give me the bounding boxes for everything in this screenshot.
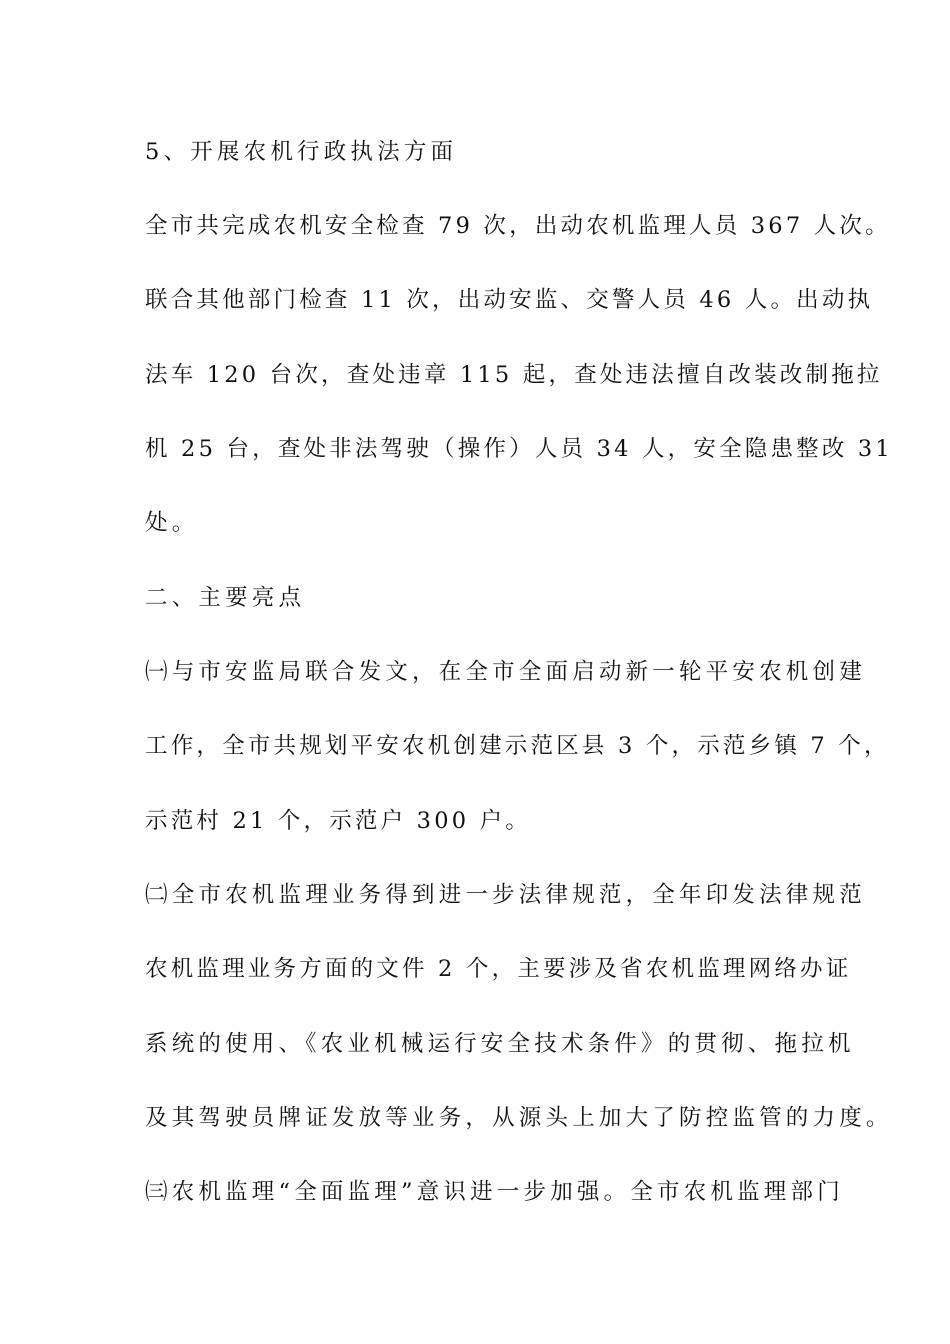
paragraph-line: 处。 <box>145 510 199 536</box>
paragraph-line: ㈢农机监理“全面监理”意识进一步加强。全市农机监理部门 <box>145 1179 844 1205</box>
paragraph-line: ㈠与市安监局联合发文，在全市全面启动新一轮平安农机创建 <box>145 659 866 685</box>
paragraph-line: 及其驾驶员牌证发放等业务，从源头上加大了防控监管的力度。 <box>145 1105 893 1131</box>
paragraph-line: 系统的使用、《农业机械运行安全技术条件》的贯彻、拖拉机 <box>145 1031 855 1057</box>
paragraph-line: 工作，全市共规划平安农机创建示范区县 3 个，示范乡镇 7 个， <box>145 733 890 759</box>
paragraph-line: 农机监理业务方面的文件 2 个，主要涉及省农机监理网络办证 <box>145 956 852 982</box>
section-heading: 二、主要亮点 <box>145 585 306 611</box>
paragraph-line: 联合其他部门检查 11 次，出动安监、交警人员 46 人。出动执 <box>145 287 874 313</box>
paragraph-line: ㈡全市农机监理业务得到进一步法律规范，全年印发法律规范 <box>145 882 866 908</box>
paragraph-line: 示范村 21 个，示范户 300 户。 <box>145 808 531 834</box>
paragraph-line: 全市共完成农机安全检查 79 次，出动农机监理人员 367 人次。 <box>145 213 891 239</box>
paragraph-line: 机 25 台，查处非法驾驶（操作）人员 34 人，安全隐患整改 31 <box>145 436 893 462</box>
section-heading: 5、开展农机行政执法方面 <box>145 139 458 165</box>
paragraph-line: 法车 120 台次，查处违章 115 起，查处违法擅自改装改制拖拉 <box>145 362 883 388</box>
